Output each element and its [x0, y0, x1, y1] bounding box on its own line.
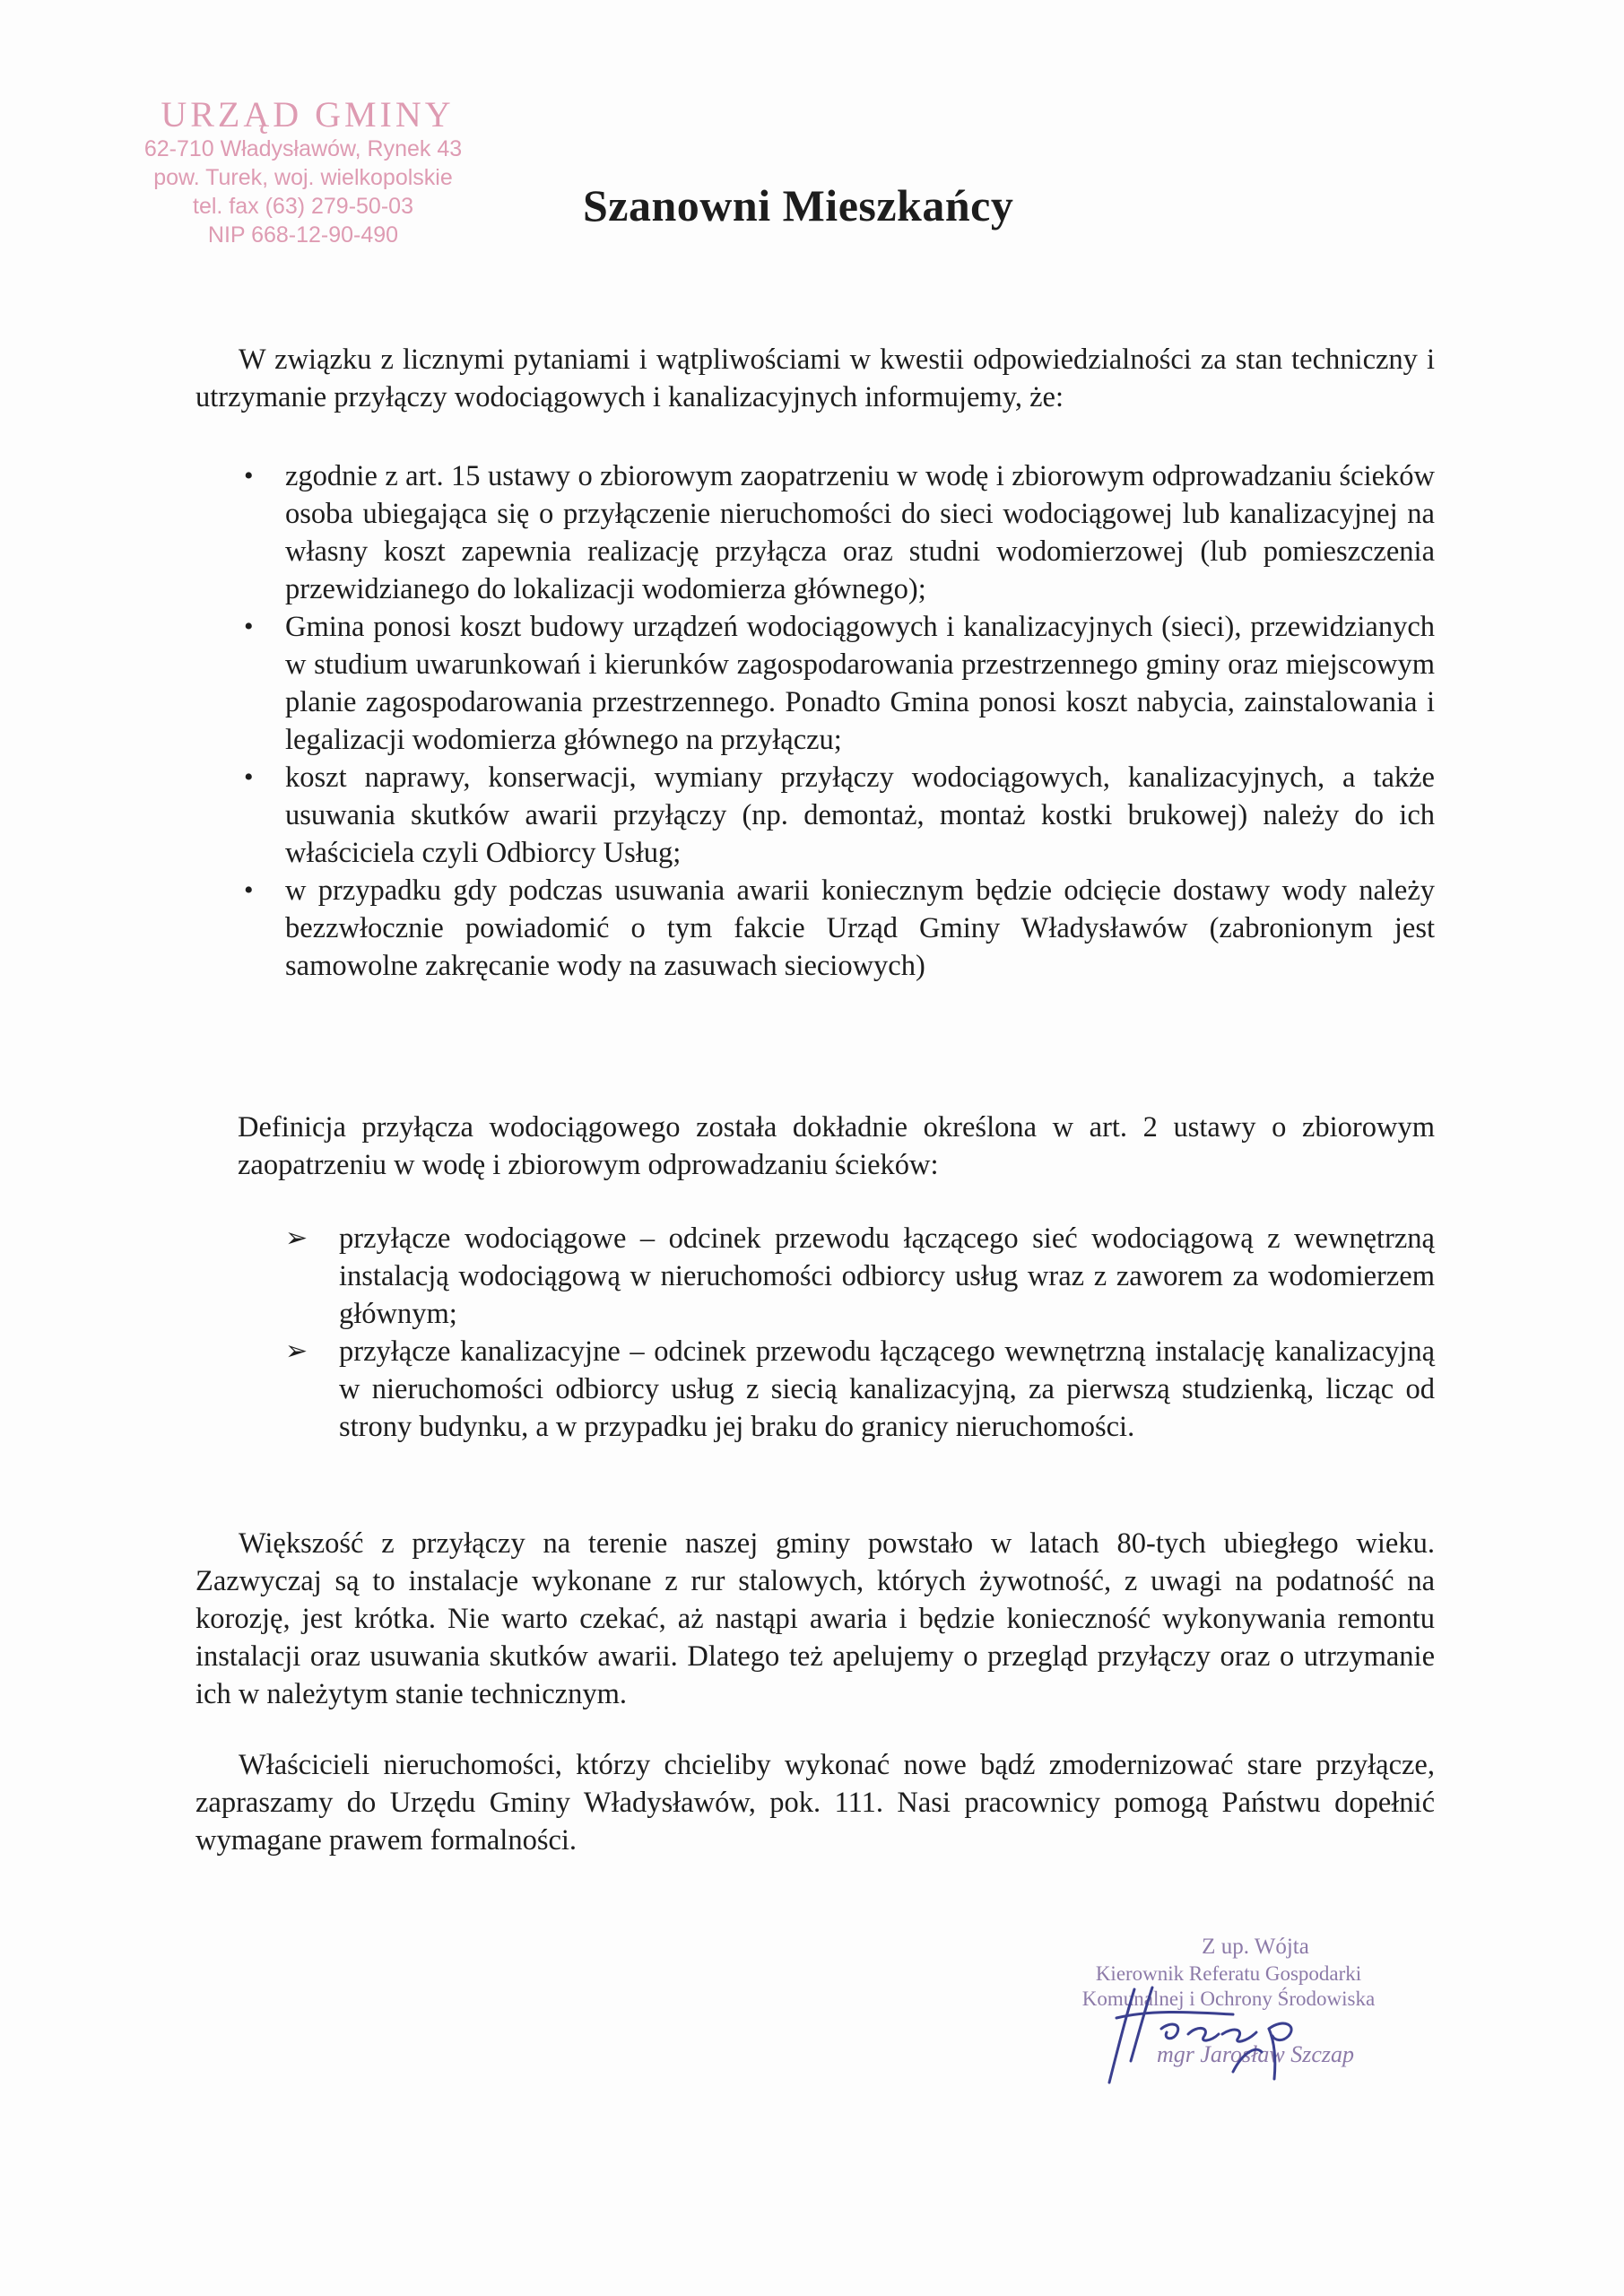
arrow-bullet-icon: ➢ [285, 1222, 308, 1254]
bullet-icon: • [244, 875, 254, 905]
handwritten-signature [1099, 1982, 1332, 2090]
stamp-address-line: 62-710 Władysławów, Rynek 43 [143, 136, 463, 161]
stamp-title: URZĄD GMINY [161, 94, 455, 135]
body-paragraph: Większość z przyłączy na terenie naszej gminy powstało w latach 80-tych ubiegłego wieku. Zazwyczaj są to instalacje wykonane z rur stalowych, których żywotność, z uwagi na podatność na korozję, jest krótka. Nie warto czekać, aż nastąpi awaria i będzie konieczność wykonywania remontu instalacji oraz usuwania skutków awarii. Dlatego też apelujemy o przegląd przyłączy oraz o utrzymanie ich w należytym stanie technicznym. [195, 1527, 1435, 1710]
stamp-region-line: pow. Turek, woj. wielkopolskie [153, 165, 453, 190]
list-item [285, 1333, 1435, 1446]
list-item [233, 872, 1435, 985]
list-item [233, 457, 1435, 608]
list-item [285, 1220, 1435, 1333]
page-title: Szanowni Mieszkańcy [583, 180, 1014, 230]
signature-authority: Z up. Wójta [1202, 1935, 1309, 1959]
signature-department: Komunalnej i Ochrony Środowiska [1081, 1987, 1376, 2010]
bullet-icon: • [244, 762, 254, 792]
stamp-phone-line: tel. fax (63) 279-50-03 [193, 194, 413, 219]
list-item-text: koszt naprawy, konserwacji, wymiany przyłączy wodociągowych, kanalizacyjnych, a także usuwania skutków awarii przyłączy (np. demontaż, montaż kostki brukowej) należy do ich właściciela czyli Odbiorcy Usług; [285, 761, 1435, 869]
list-item-text: Gmina ponosi koszt budowy urządzeń wodociągowych i kanalizacyjnych (sieci), przewidzianych w studium uwarunkowań i kierunków zagospodarowania przestrzennego gminy oraz miejscowym planie zagospodarowania przestrzennego. Ponadto Gmina ponosi koszt nabycia, zainstalowania i legalizacji wodomierza głównego na przyłączu; [285, 611, 1435, 756]
list-item-text: przyłącze wodociągowe – odcinek przewodu łączącego sieć wodociągową z wewnętrzną instalacją wodociągową w nieruchomości odbiorcy usług wraz z zaworem za wodomierzem głównym; [339, 1222, 1435, 1330]
list-item [233, 759, 1435, 872]
arrow-bullet-icon: ➢ [285, 1335, 308, 1367]
list-item [233, 608, 1435, 759]
stamp-nip-line: NIP 668-12-90-490 [207, 222, 399, 248]
list-item-text: przyłącze kanalizacyjne – odcinek przewodu łączącego wewnętrzną instalację kanalizacyjną w nieruchomości odbiorcy usług z siecią kanalizacyjną, za pierwszą studzienką, licząc od strony budynku, a w przypadku jej braku do granicy nieruchomości. [339, 1335, 1435, 1443]
bullet-icon: • [244, 612, 254, 641]
signature-name: mgr Jarosław Szczap [1156, 2041, 1355, 2067]
bullet-list [233, 457, 1435, 985]
definition-paragraph: Definicja przyłącza wodociągowego została dokładnie określona w art. 2 ustawy o zbiorowym zaopatrzeniu w wodę i zbiorowym odprowadzaniu ścieków: [238, 1111, 1435, 1181]
list-item-text: zgodnie z art. 15 ustawy o zbiorowym zaopatrzeniu w wodę i zbiorowym odprowadzaniu ścieków osoba ubiegająca się o przyłączenie nieruchomości do sieci wodociągowej lub kanalizacyjnej na własny koszt zapewnia realizację przyłącza oraz studni wodomierzowej (lub pomieszczenia przewidzianego do lokalizacji wodomierza głównego); [285, 460, 1435, 605]
office-stamp [106, 95, 500, 249]
signature-position: Kierownik Referatu Gospodarki [1095, 1962, 1362, 1985]
bullet-icon: • [244, 461, 254, 491]
list-item-text: w przypadku gdy podczas usuwania awarii koniecznym będzie odcięcie dostawy wody należy bezzwłocznie powiadomić o tym fakcie Urząd Gminy Władysławów (zabronionym jest samowolne zakręcanie wody na zasuwach sieciowych) [285, 874, 1435, 982]
closing-paragraph: Właścicieli nieruchomości, którzy chcieliby wykonać nowe bądź zmodernizować stare przyłącze, zapraszamy do Urzędu Gminy Władysławów, pok. 111. Nasi pracownicy pomogą Państwu dopełnić wymagane prawem formalności. [195, 1749, 1435, 1857]
intro-paragraph: W związku z licznymi pytaniami i wątpliwościami w kwestii odpowiedzialności za stan techniczny i utrzymanie przyłączy wodociągowych i kanalizacyjnych informujemy, że: [195, 344, 1435, 413]
definition-list [285, 1220, 1435, 1446]
